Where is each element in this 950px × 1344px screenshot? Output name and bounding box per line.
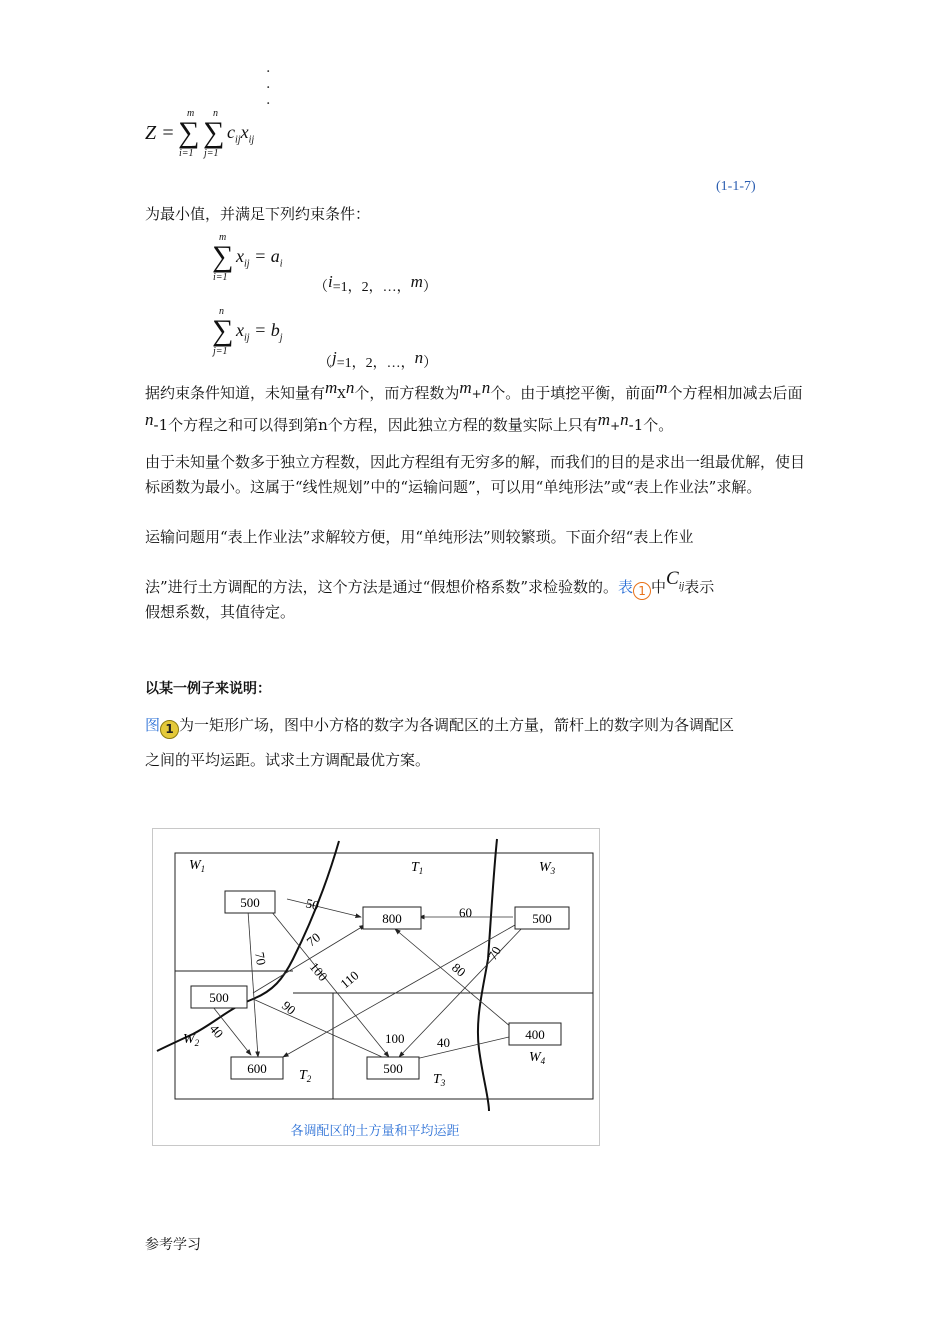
p1-d: 个方程相加减去后面 <box>667 384 803 402</box>
box-w4-value: 400 <box>525 1027 545 1042</box>
c2-rhs: = b <box>249 320 280 340</box>
arrow-w2-t3 <box>253 999 391 1061</box>
arrow-w1-t3 <box>271 911 389 1057</box>
box-w3-value: 500 <box>532 911 552 926</box>
zone-w2-label: $W_2$ <box>183 1032 200 1048</box>
cost-sub: ij <box>235 134 241 146</box>
c2-sub: ij <box>244 332 250 344</box>
p1-m1: m <box>325 378 338 397</box>
zone-t3-label: $T_3$ <box>433 1072 446 1088</box>
distance-w1-t3: 100 <box>306 959 331 984</box>
p1-c: 个。由于填挖平衡，前面 <box>490 384 656 402</box>
c2-rest: =1，2，…， <box>336 356 415 371</box>
p1-b: 个，而方程数为 <box>354 384 460 402</box>
arrow-w4-t1 <box>395 929 511 1027</box>
sum2-sigma-icon: ∑ <box>203 116 225 149</box>
earthwork-diagram <box>153 829 599 1145</box>
p1-n4: n <box>620 410 629 429</box>
c2-lower: j=1 <box>213 346 228 357</box>
arrow-w1-t2 <box>248 911 258 1057</box>
p1-m2: m <box>459 378 472 397</box>
p4-a: 为一矩形广场，图中小方格的数字为各调配区的土方量，箭杆上的数字则为各调配区 <box>179 716 735 734</box>
c1-rest: =1，2，…， <box>332 280 411 295</box>
paragraph-example-line1 <box>145 713 810 739</box>
cost-x: x <box>240 122 249 142</box>
c1-end: m <box>410 272 423 291</box>
paragraph-example-line2: 之间的平均运距。试求土方调配最优方案。 <box>145 751 431 769</box>
constraint-1 <box>210 232 470 295</box>
p1-plus2: + <box>610 419 621 433</box>
sum2-lower: j=1 <box>204 148 219 159</box>
c2-var: j <box>332 348 337 367</box>
c1-expr <box>236 246 283 270</box>
example-title: 以某一例子来说明： <box>145 681 271 697</box>
c2-upper: n <box>219 306 224 317</box>
c2-open: （ <box>318 356 332 371</box>
distance-w2-t2: 40 <box>206 1021 227 1041</box>
figure-caption: 各调配区的土方量和平均运距 <box>290 1124 460 1139</box>
p1-n2: n <box>481 378 491 397</box>
formula-lhs: Z = <box>145 122 175 144</box>
p1-n3: n <box>145 410 154 429</box>
cij-sub: ij <box>678 580 685 592</box>
paragraph-method-line3: 假想系数，其值待定。 <box>145 603 296 621</box>
text-min: 为最小值，并满足下列约束条件： <box>145 205 371 223</box>
orange-badge-icon[interactable]: 1 <box>633 582 651 600</box>
constraint-2 <box>210 306 470 371</box>
box-t3-value: 500 <box>383 1061 403 1076</box>
distance-w3-t1: 60 <box>459 905 472 920</box>
c1-lower: i=1 <box>213 272 228 283</box>
table-link[interactable]: 表 <box>618 578 634 596</box>
sum1-sigma-icon: ∑ <box>178 116 200 149</box>
box-w2-value: 500 <box>209 990 229 1005</box>
c2-expr <box>236 320 283 344</box>
sum2-upper: n <box>213 108 218 119</box>
c2-end: n <box>414 348 424 367</box>
distance-w1-t1: 50 <box>304 895 321 914</box>
zone-t1-label: $T_1$ <box>411 860 424 876</box>
zone-t2-label: $T_2$ <box>299 1068 312 1084</box>
fill-cut-boundary-right <box>478 839 497 1111</box>
c1-x: x <box>236 246 244 266</box>
c1-var: i <box>328 272 333 291</box>
footer-text: 参考学习 <box>145 1237 201 1253</box>
p1-n1: n <box>345 378 355 397</box>
header-mark-text: . . . <box>266 60 271 108</box>
arrow-w3-t3 <box>399 925 525 1057</box>
arrow-w1-t1 <box>287 899 361 917</box>
paragraph-solution: 由于未知量个数多于独立方程数，因此方程组有无穷多的解，而我们的目的是求出一组最优解，使目标函数为最小。这属于“线性规划”中的“运输问题”，可以用“单纯形法”或“表上作业法”求解。 <box>145 453 806 496</box>
p1-m3: m <box>655 378 668 397</box>
paragraph-method-line2 <box>145 566 810 600</box>
cij-symbol <box>666 568 685 592</box>
p1-f: -1个。 <box>628 416 674 434</box>
c2-condition <box>318 348 437 372</box>
c2-x: x <box>236 320 244 340</box>
objective-formula <box>145 108 285 168</box>
p1-e: -1个方程之和可以得到第n个方程，因此独立方程的数量实际上只有 <box>153 416 598 434</box>
yellow-badge-icon[interactable]: 1 <box>160 720 179 739</box>
zone-w3-label: $W_3$ <box>539 860 556 876</box>
sum1-lower: i=1 <box>179 148 194 159</box>
distance-w4-t3: 40 <box>437 1035 450 1050</box>
paragraph-unknowns <box>145 375 810 439</box>
c1-sub: ij <box>244 258 250 270</box>
p1-a: 据约束条件知道，未知量有 <box>145 384 326 402</box>
box-t1-value: 800 <box>382 911 402 926</box>
distance-w2-t1: 70 <box>303 929 324 950</box>
c2-sigma-icon: ∑ <box>212 314 234 347</box>
c1-rhs: = a <box>249 246 280 266</box>
distance-w1-t2: 70 <box>252 950 270 967</box>
distance-w2-t3: 90 <box>279 997 299 1018</box>
c1-upper: m <box>219 232 227 243</box>
cij-c: C <box>666 568 679 589</box>
c1-close: ） <box>422 280 437 295</box>
p1-x: X <box>337 387 346 401</box>
p3-line2a: 法”进行土方调配的方法，这个方法是通过“假想价格系数”求检验数的。 <box>145 578 619 596</box>
c1-condition <box>314 272 437 296</box>
p3-mid: 中 <box>651 578 667 596</box>
distance-w4-t1: 80 <box>449 959 469 980</box>
c1-sigma-icon: ∑ <box>212 240 234 273</box>
box-w1-value: 500 <box>240 895 260 910</box>
p1-plus1: + <box>471 387 482 401</box>
c1-rhs-sub: i <box>279 258 283 270</box>
distance-w3-t2: 110 <box>337 967 362 992</box>
zone-w4-label: $W_4$ <box>529 1050 546 1066</box>
c2-rhs-sub: j <box>279 332 283 344</box>
arrow-w4-t3 <box>407 1037 509 1061</box>
c2-close: ） <box>423 356 438 371</box>
p1-m4: m <box>597 410 611 429</box>
cost-term <box>227 122 254 146</box>
cost-c: c <box>227 122 235 142</box>
sum1-upper: m <box>187 108 195 119</box>
cost-x-sub: ij <box>248 134 255 146</box>
equation-number: (1-1-7) <box>716 179 756 194</box>
figure-link[interactable]: 图 <box>145 716 161 734</box>
distance-w-t3: 100 <box>385 1031 405 1046</box>
distance-w3-t3: 70 <box>484 943 505 963</box>
figure-frame <box>152 828 600 1146</box>
paragraph-method-line1: 运输问题用“表上作业法”求解较方便，用“单纯形法”则较繁琐。下面介绍“表上作业 <box>145 528 694 546</box>
box-t2-value: 600 <box>247 1061 267 1076</box>
p3-line2b: 表示 <box>684 578 715 596</box>
c1-open: （ <box>314 280 328 295</box>
zone-w1-label: $W_1$ <box>189 858 206 874</box>
